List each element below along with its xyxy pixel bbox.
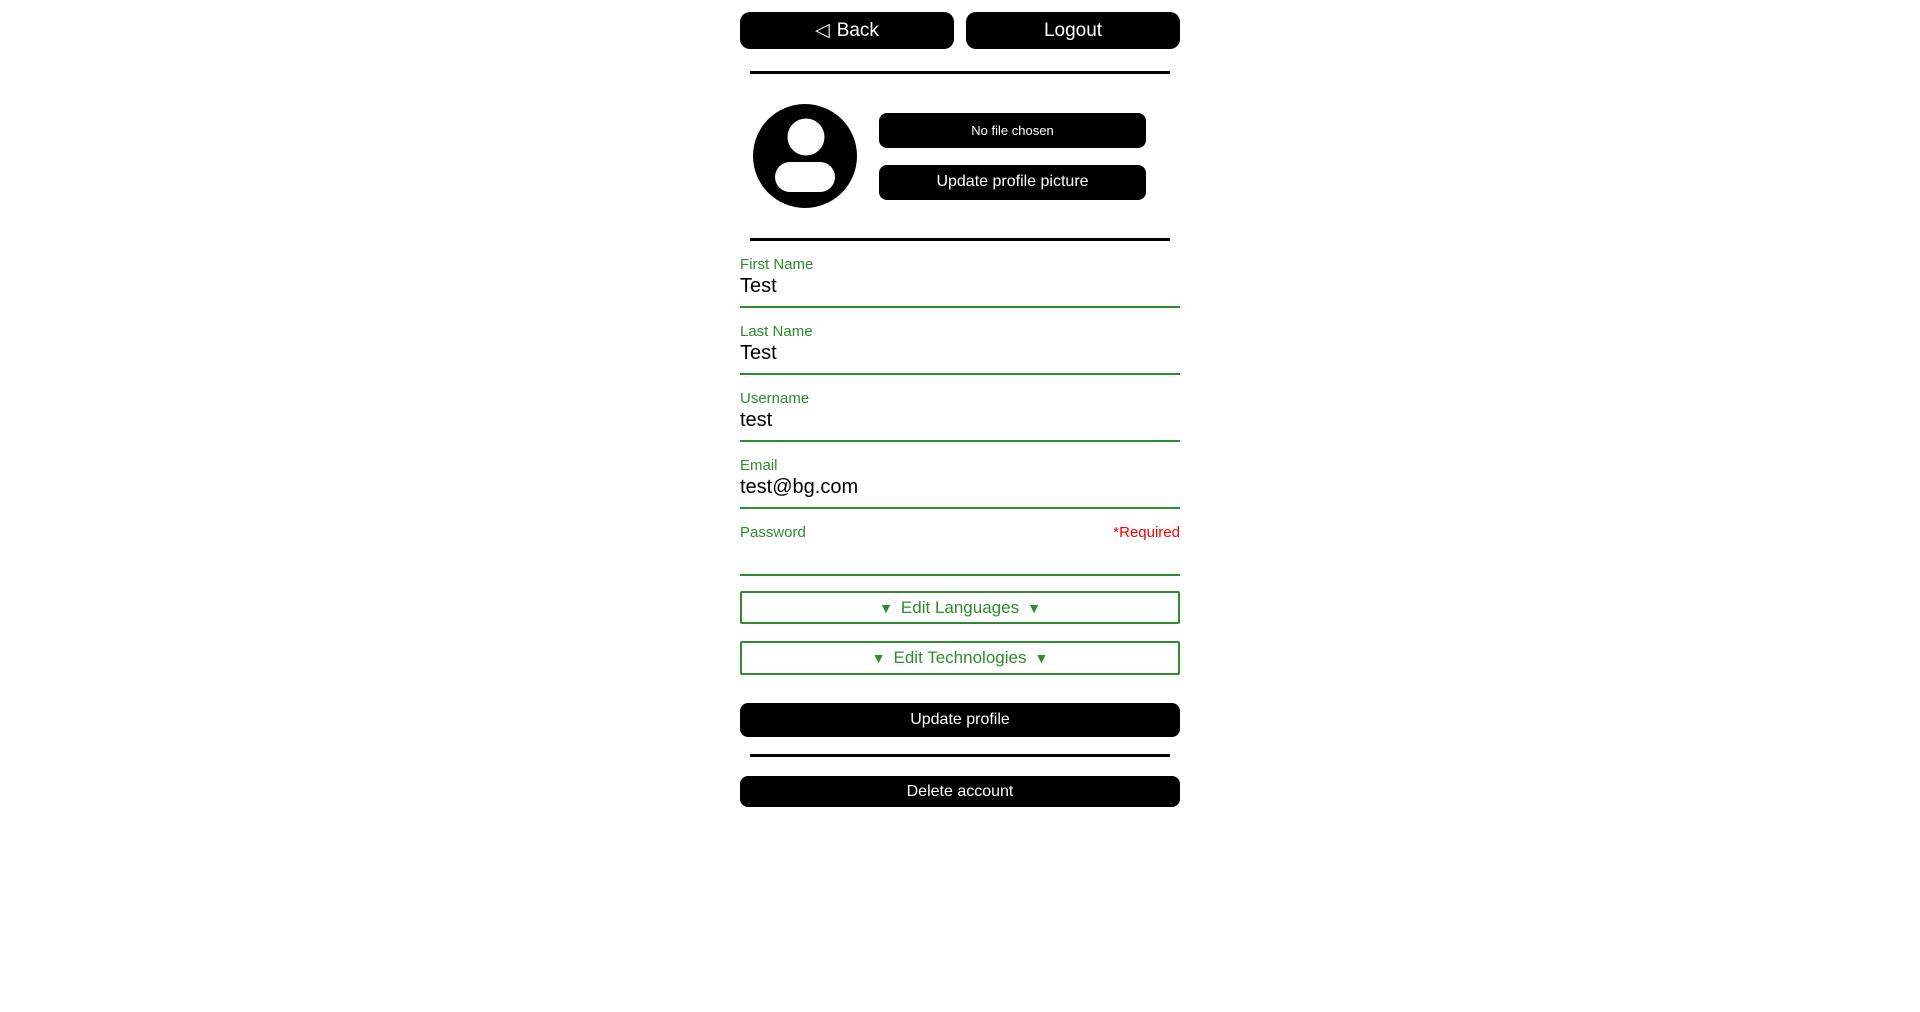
profile-form xyxy=(740,256,1180,737)
delete-account-button-label: Delete account xyxy=(906,782,1014,800)
profile-picture-section xyxy=(740,104,1180,208)
edit-languages-label: Edit Languages xyxy=(900,597,1020,617)
logout-button-label: Logout xyxy=(1043,19,1103,41)
delete-account-button[interactable] xyxy=(740,776,1180,807)
username-input[interactable] xyxy=(740,407,1180,442)
chevron-down-icon: ▼ xyxy=(871,650,886,666)
edit-technologies-label: Edit Technologies xyxy=(893,648,1027,667)
divider xyxy=(750,71,1170,74)
first-name-field xyxy=(740,256,1180,308)
avatar xyxy=(753,104,857,208)
edit-technologies-button[interactable] xyxy=(740,641,1180,675)
update-picture-button[interactable] xyxy=(879,165,1146,200)
profile-page xyxy=(740,0,1180,807)
file-input-status: No file chosen xyxy=(971,122,1054,138)
file-input-button[interactable] xyxy=(879,113,1146,148)
divider xyxy=(750,238,1170,241)
chevron-down-icon: ▼ xyxy=(1027,599,1041,616)
chevron-down-icon: ▼ xyxy=(1034,650,1049,666)
picture-buttons xyxy=(879,113,1146,200)
email-field xyxy=(740,457,1180,509)
topbar xyxy=(740,12,1180,49)
chevron-down-icon: ▼ xyxy=(879,599,893,616)
username-field xyxy=(740,390,1180,442)
logout-button[interactable] xyxy=(966,12,1180,49)
last-name-field xyxy=(740,323,1180,375)
email-label: Email xyxy=(740,457,778,474)
edit-languages-button[interactable] xyxy=(740,591,1180,624)
last-name-label: Last Name xyxy=(740,323,813,340)
first-name-input[interactable] xyxy=(740,273,1180,308)
password-label: Password xyxy=(740,524,806,541)
required-badge: *Required xyxy=(1113,524,1180,541)
update-profile-button[interactable] xyxy=(740,703,1180,737)
username-label: Username xyxy=(740,390,810,407)
back-button[interactable] xyxy=(740,12,954,49)
back-button-label: Back xyxy=(836,19,879,41)
password-input[interactable] xyxy=(740,541,1180,576)
password-field xyxy=(740,524,1180,576)
user-silhouette-icon xyxy=(753,104,857,208)
last-name-input[interactable] xyxy=(740,340,1180,375)
update-picture-button-label: Update profile picture xyxy=(936,173,1089,190)
divider xyxy=(750,754,1170,757)
first-name-label: First Name xyxy=(740,256,814,273)
back-icon: ◁ xyxy=(815,20,830,41)
update-profile-button-label: Update profile xyxy=(910,711,1010,728)
email-input[interactable] xyxy=(740,474,1180,509)
